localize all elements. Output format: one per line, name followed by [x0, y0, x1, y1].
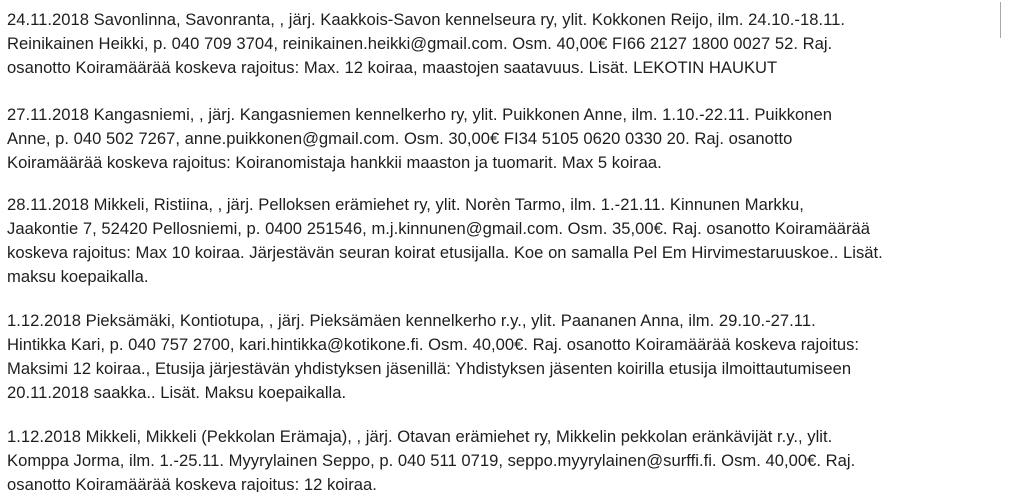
entry-line: Komppa Jorma, ilm. 1.-25.11. Myyrylainen Seppo, p. 040 511 0719, seppo.myyrylainen@surffi.fi. Osm. 40,00€. Raj.	[7, 451, 856, 470]
entry-line: 1.12.2018 Mikkeli, Mikkeli (Pekkolan Erämaja), , järj. Otavan erämiehet ry, Mikkelin pekkolan eränkävijät r.y., ylit.	[7, 427, 833, 446]
entry-line: 1.12.2018 Pieksämäki, Kontiotupa, , järj. Pieksämäen kennelkerho r.y., ylit. Paananen Anna, ilm. 29.10.-27.11.	[7, 311, 816, 330]
entry-line: osanotto Koiramäärää koskeva rajoitus: 12 koiraa.	[7, 475, 377, 492]
entry-line: 28.11.2018 Mikkeli, Ristiina, , järj. Pelloksen erämiehet ry, ylit. Norèn Tarmo, ilm. 1.-21.11. Kinnunen Markku,	[7, 195, 804, 214]
entry-line: osanotto Koiramäärää koskeva rajoitus: Max. 12 koiraa, maastojen saatavuus. Lisät. LEKOTIN HAUKUT	[7, 58, 778, 77]
right-margin-mark	[1000, 2, 1001, 38]
entry-line: 24.11.2018 Savonlinna, Savonranta, , järj. Kaakkois-Savon kennelseura ry, ylit. Kokkonen Reijo, ilm. 24.10.-18.11.	[7, 10, 845, 29]
entry-line: Reinikainen Heikki, p. 040 709 3704, reinikainen.heikki@gmail.com. Osm. 40,00€ FI66 2127 1800 0027 52. Raj.	[7, 34, 833, 53]
entry-line: Hintikka Kari, p. 040 757 2700, kari.hintikka@kotikone.fi. Osm. 40,00€. Raj. osanotto Koiramäärää koskeva rajoitus:	[7, 335, 860, 354]
entry-line: 20.11.2018 saakka.. Lisät. Maksu koepaikalla.	[7, 383, 347, 402]
entry-line: maksu koepaikalla.	[7, 267, 149, 286]
entry-line: Koiramäärää koskeva rajoitus: Koiranomistaja hankkii maaston ja tuomarit. Max 5 koiraa.	[7, 153, 662, 172]
entry-line: Maksimi 12 koiraa., Etusija järjestävän yhdistyksen jäsenillä: Yhdistyksen jäsenten koirilla etusija ilmoittautumiseen	[7, 359, 852, 378]
entry-line: Jaakontie 7, 52420 Pellosniemi, p. 0400 251546, m.j.kinnunen@gmail.com. Osm. 35,00€. Raj. osanotto Koiramäärää	[7, 219, 871, 238]
entry-line: 27.11.2018 Kangasniemi, , järj. Kangasniemen kennelkerho ry, ylit. Puikkonen Anne, ilm. 1.10.-22.11. Puikkonen	[7, 105, 833, 124]
entry-line: koskeva rajoitus: Max 10 koiraa. Järjestävän seuran koirat etusijalla. Koe on samalla Pel Em Hirvimestaruuskoe.. Lisät.	[7, 243, 883, 262]
entry-line: Anne, p. 040 502 7267, anne.puikkonen@gmail.com. Osm. 30,00€ FI34 5105 0620 0330 20. Raj. osanotto	[7, 129, 793, 148]
